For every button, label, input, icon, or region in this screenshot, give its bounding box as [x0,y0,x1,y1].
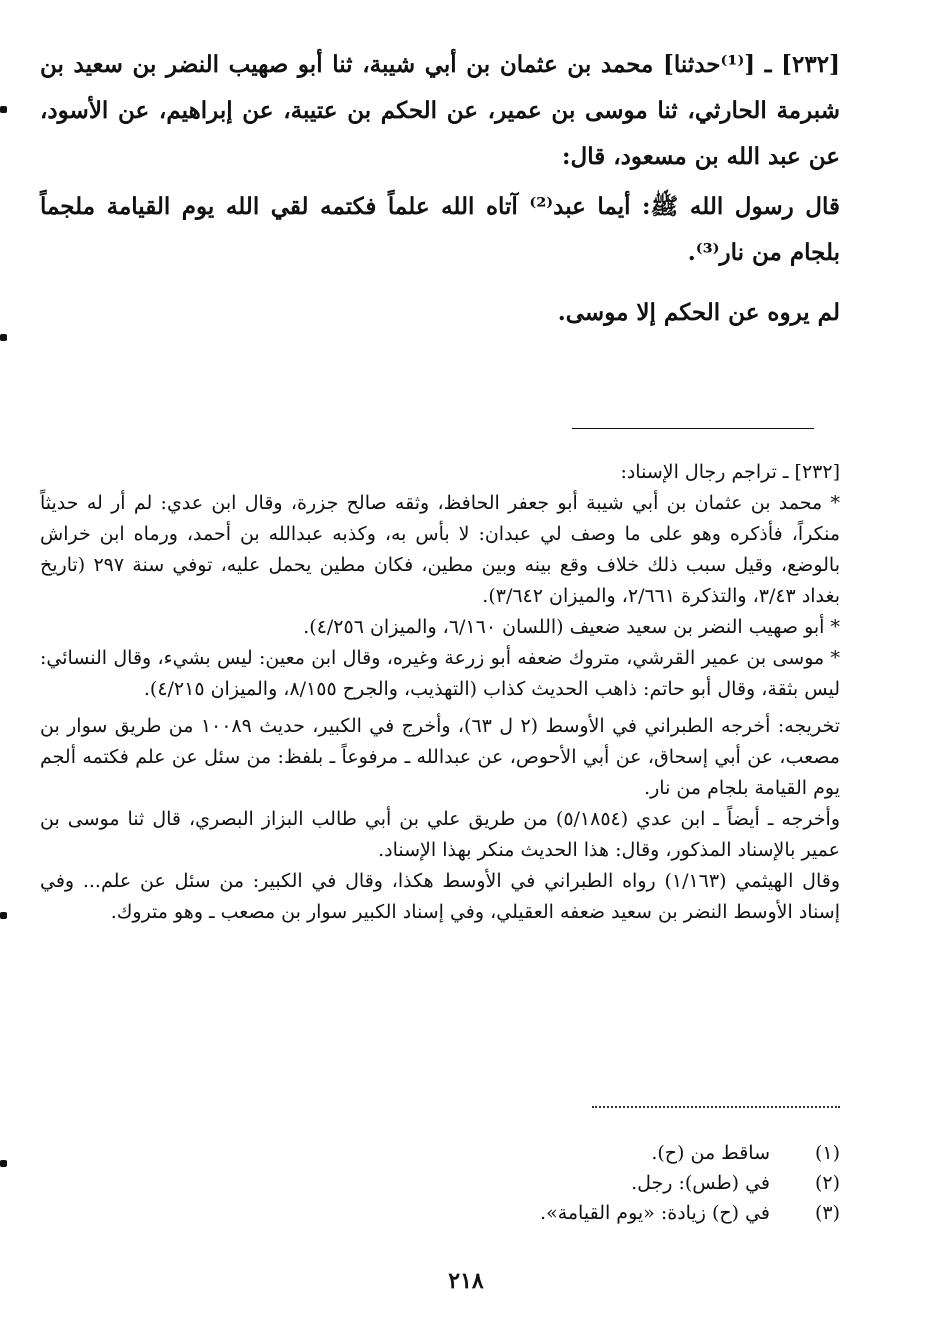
footnote-text: في (ح) زيادة: «يوم القيامة». [540,1202,770,1224]
scan-mark [0,334,7,341]
footnote-separator [572,428,814,429]
narration-note: لم يروه عن الحكم إلا موسى. [557,299,840,326]
commentary-heading: [٢٣٢] ـ تراجم رجال الإسناد: [620,461,840,483]
scan-mark [0,1160,7,1167]
takhrij-paragraph: وأخرجه ـ أيضاً ـ ابن عدي (٥/١٨٥٤) من طريق علي بن أبي طالب البزاز البصري، قال ثنا موسى بن عمير بالإسناد المذكور، وقال: هذا الحديث منكر بهذا الإسناد. [40,808,840,861]
scan-mark [0,106,7,113]
narrator-entry: * محمد بن عثمان بن أبي شيبة أبو جعفر الحافظ، وثقه صالح جزرة، وقال ابن عدي: لم أر له حديثاً منكراً، فأذكره وهو على ما وصف لي عبدان: لا بأس به، وكذبه عبدالله بن أحمد، ورماه ابن خراش بالوضع، وقيل سبب ذلك خلاف وقع بينه وبين مطين، فكان مطين يحمل عليه، توفي سنة ٢٩٧ (تاريخ بغداد ٣/٤٣، والتذكرة ٢/٦٦١، والميزان ٣/٦٤٢). [40,492,840,607]
dotted-separator [592,1106,840,1108]
footnote-text: في (طس): رجل. [631,1172,770,1194]
footnote-item [40,1138,840,1168]
narrator-entry: * أبو صهيب النضر بن سعيد ضعيف (اللسان ٦/١٦٠، والميزان ٤/٢٥٦). [303,616,840,638]
footnote-number: (٢) [814,1172,840,1194]
takhrij-paragraph: وقال الهيثمي (١/١٦٣) رواه الطبراني في الأوسط هكذا، وقال في الكبير: من سئل عن علم... وفي إسناد الأوسط النضر بن سعيد ضعفه العقيلي، وفي إسناد الكبير سوار بن مصعب ـ وهو متروك. [40,870,840,923]
scan-mark [0,912,7,919]
footnotes-list [40,1138,840,1228]
takhrij-paragraph: تخريجه: أخرجه الطبراني في الأوسط (٢ ل ٦٣)، وأخرج في الكبير، حديث ١٠٠٨٩ من طريق سوار بن مصعب، عن أبي إسحاق، عن أبي الأحوص، عن عبدالله ـ مرفوعاً ـ بلفظ: من سئل عن علم فكتمه ألجم يوم القيامة بلجام من نار. [40,715,840,799]
footnote-number: (١) [814,1142,840,1164]
page-number: ٢١٨ [448,1268,484,1294]
hadith-matn: قال رسول الله ﷺ: أيما عبد⁽²⁾ آتاه الله علماً فكتمه لقي الله يوم القيامة ملجماً بلجام من نار⁽³⁾. [40,193,840,266]
footnote-item [40,1168,840,1198]
narrator-entry: * موسى بن عمير القرشي، متروك ضعفه أبو زرعة وغيره، وقال ابن معين: ليس بشيء، وقال النسائي: ليس بثقة، وقال أبو حاتم: ذاهب الحديث كذاب (التهذيب، والجرح ٨/١٥٥، والميزان ٤/٢١٥). [40,647,840,700]
footnote-item [40,1198,840,1228]
footnote-text: ساقط من (ح). [651,1142,770,1164]
commentary-section [40,457,840,928]
hadith-isnad: [٢٣٢] ـ [⁽¹⁾حدثنا] محمد بن عثمان بن أبي شيبة، ثنا أبو صهيب النضر بن سعيد بن شبرمة الحارثي، ثنا موسى بن عمير، عن الحكم بن عتيبة، عن إبراهيم، عن الأسود، عن عبد الله بن مسعود، قال: [40,51,840,170]
footnote-number: (٣) [814,1202,840,1224]
